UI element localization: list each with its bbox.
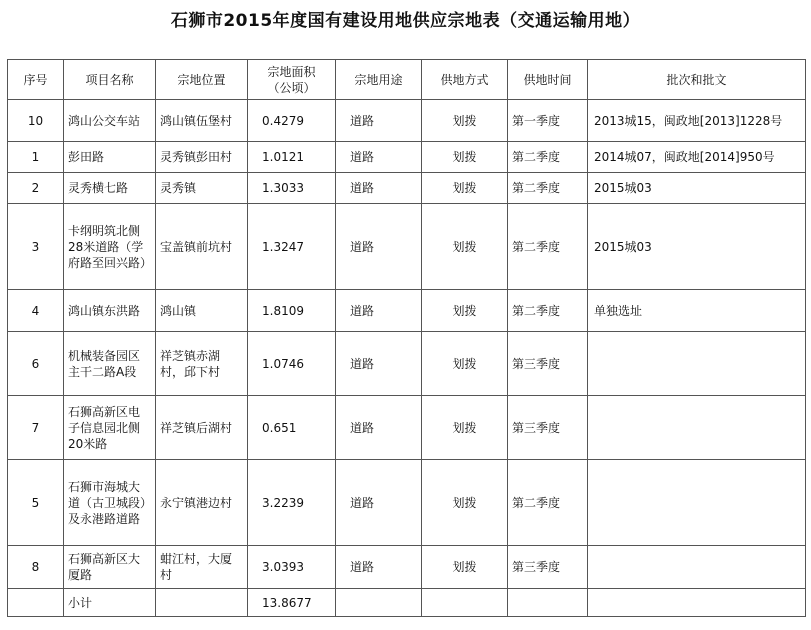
parcel-location: 永宁镇港边村 (156, 460, 248, 546)
empty-cell (508, 589, 588, 617)
supply-method: 划拨 (422, 204, 508, 290)
project-name: 鸿山公交车站 (64, 100, 156, 142)
table-row (8, 396, 806, 460)
parcel-location: 鸿山镇 (156, 290, 248, 332)
empty-cell (588, 589, 806, 617)
supply-method: 划拨 (422, 290, 508, 332)
supply-time: 第二季度 (508, 290, 588, 332)
parcel-use: 道路 (336, 142, 422, 173)
supply-method: 划拨 (422, 142, 508, 173)
supply-method: 划拨 (422, 396, 508, 460)
parcel-use: 道路 (336, 173, 422, 204)
supply-time: 第三季度 (508, 546, 588, 589)
supply-time: 第三季度 (508, 396, 588, 460)
parcel-area: 1.0121 (248, 142, 336, 173)
header-cell: 宗地位置 (156, 60, 248, 100)
row-number: 5 (8, 460, 64, 546)
table-row (8, 290, 806, 332)
row-number: 8 (8, 546, 64, 589)
land-supply-table (7, 59, 806, 617)
row-number: 6 (8, 332, 64, 396)
project-name: 石狮市海城大道（古卫城段）及永港路道路 (64, 460, 156, 546)
header-row (8, 60, 806, 100)
parcel-area: 1.0746 (248, 332, 336, 396)
header-cell: 宗地用途 (336, 60, 422, 100)
parcel-area: 0.651 (248, 396, 336, 460)
table-row (8, 460, 806, 546)
row-number: 10 (8, 100, 64, 142)
approval-document (588, 546, 806, 589)
parcel-use: 道路 (336, 396, 422, 460)
total-label: 小计 (64, 589, 156, 617)
project-name: 石狮高新区电子信息园北侧20米路 (64, 396, 156, 460)
row-number: 4 (8, 290, 64, 332)
table-row (8, 173, 806, 204)
parcel-location: 灵秀镇彭田村 (156, 142, 248, 173)
header-cell: 供地方式 (422, 60, 508, 100)
approval-document (588, 332, 806, 396)
supply-method: 划拨 (422, 332, 508, 396)
supply-method: 划拨 (422, 546, 508, 589)
project-name: 机械装备园区主干二路A段 (64, 332, 156, 396)
approval-document: 单独选址 (588, 290, 806, 332)
parcel-location: 祥芝镇后湖村 (156, 396, 248, 460)
project-name: 石狮高新区大厦路 (64, 546, 156, 589)
supply-time: 第二季度 (508, 173, 588, 204)
approval-document: 2015城03 (588, 204, 806, 290)
header-cell: 宗地面积 （公顷） (248, 60, 336, 100)
header-cell: 序号 (8, 60, 64, 100)
empty-cell (156, 589, 248, 617)
header-cell: 批次和批文 (588, 60, 806, 100)
approval-document: 2014城07，闽政地[2014]950号 (588, 142, 806, 173)
supply-method: 划拨 (422, 460, 508, 546)
supply-time: 第二季度 (508, 460, 588, 546)
supply-time: 第一季度 (508, 100, 588, 142)
approval-document: 2015城03 (588, 173, 806, 204)
header-cell: 项目名称 (64, 60, 156, 100)
parcel-use: 道路 (336, 332, 422, 396)
parcel-area: 1.3033 (248, 173, 336, 204)
approval-document (588, 396, 806, 460)
row-number: 3 (8, 204, 64, 290)
parcel-area: 1.8109 (248, 290, 336, 332)
empty-cell (336, 589, 422, 617)
parcel-location: 宝盖镇前坑村 (156, 204, 248, 290)
table-row (8, 142, 806, 173)
parcel-location: 灵秀镇 (156, 173, 248, 204)
supply-time: 第二季度 (508, 142, 588, 173)
project-name: 灵秀横七路 (64, 173, 156, 204)
project-name: 卡纲明筑北侧28米道路（学府路至回兴路） (64, 204, 156, 290)
table-row (8, 546, 806, 589)
project-name: 鸿山镇东洪路 (64, 290, 156, 332)
table-row (8, 100, 806, 142)
parcel-location: 蚶江村，大厦村 (156, 546, 248, 589)
parcel-area: 3.0393 (248, 546, 336, 589)
supply-time: 第二季度 (508, 204, 588, 290)
approval-document (588, 460, 806, 546)
empty-cell (8, 589, 64, 617)
parcel-area: 3.2239 (248, 460, 336, 546)
parcel-use: 道路 (336, 290, 422, 332)
parcel-area: 1.3247 (248, 204, 336, 290)
parcel-use: 道路 (336, 100, 422, 142)
total-area: 13.8677 (248, 589, 336, 617)
table-row (8, 204, 806, 290)
approval-document: 2013城15，闽政地[2013]1228号 (588, 100, 806, 142)
project-name: 彭田路 (64, 142, 156, 173)
row-number: 2 (8, 173, 64, 204)
parcel-location: 祥芝镇赤湖村，邱下村 (156, 332, 248, 396)
parcel-area: 0.4279 (248, 100, 336, 142)
page-title: 石狮市2015年度国有建设用地供应宗地表（交通运输用地） (170, 11, 641, 31)
supply-time: 第三季度 (508, 332, 588, 396)
total-row (8, 589, 806, 617)
parcel-use: 道路 (336, 546, 422, 589)
parcel-location: 鸿山镇伍堡村 (156, 100, 248, 142)
row-number: 1 (8, 142, 64, 173)
row-number: 7 (8, 396, 64, 460)
table-row (8, 332, 806, 396)
supply-method: 划拨 (422, 173, 508, 204)
header-cell: 供地时间 (508, 60, 588, 100)
parcel-use: 道路 (336, 204, 422, 290)
supply-method: 划拨 (422, 100, 508, 142)
empty-cell (422, 589, 508, 617)
parcel-use: 道路 (336, 460, 422, 546)
